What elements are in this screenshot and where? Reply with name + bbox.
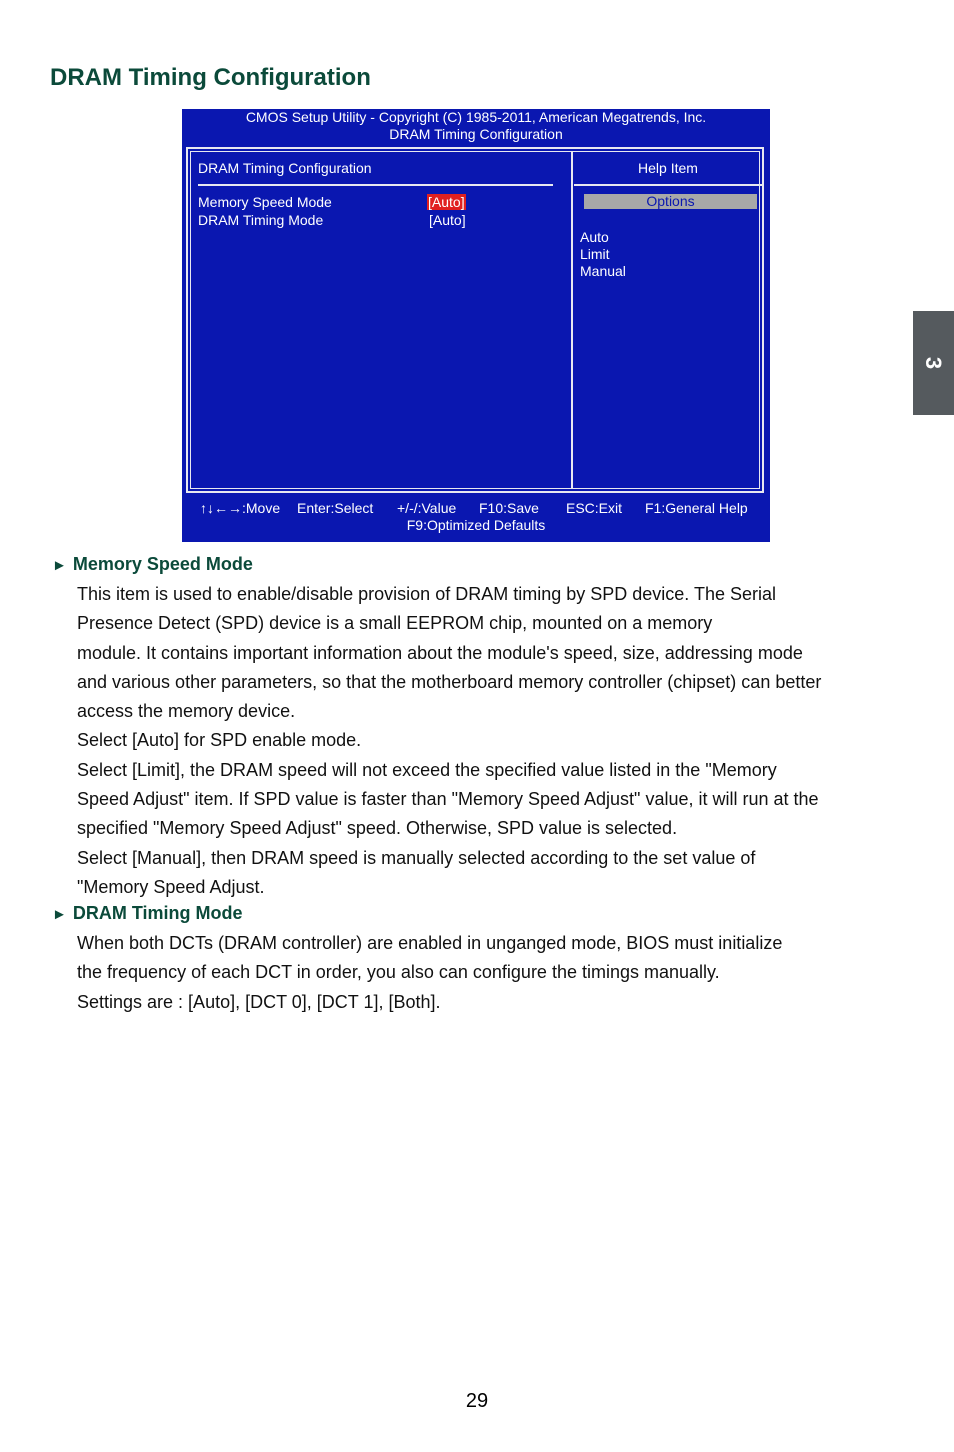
paragraph-line: specified "Memory Speed Adjust" speed. Otherwise, SPD value is selected. [77,818,678,839]
footer-exit-hint: ESC:Exit [566,500,623,516]
footer-move-hint: ↑↓←→:Move [200,500,281,516]
bios-inner-frame [190,151,760,489]
bios-frame [186,147,764,493]
settings-title-rule [198,184,553,186]
chapter-number: 3 [921,356,947,370]
page-number: 29 [465,1390,489,1412]
paragraph-line: Settings are : [Auto], [DCT 0], [DCT 1], [Both]. [77,991,441,1012]
paragraph-line: Presence Detect (SPD) device is a small EEPROM chip, mounted on a memory [77,613,713,634]
help-panel-title: Help Item [638,160,698,176]
paragraph-line: module. It contains important information about the module's speed, size, addressing mode [77,642,803,663]
section-heading-text: DRAM Timing Mode [72,903,243,923]
setting-value[interactable]: [Auto] [429,212,466,228]
options-header: Options [584,194,757,209]
option-manual[interactable]: Manual [580,263,626,279]
paragraph-line: "Memory Speed Adjust. [77,876,265,897]
paragraph-line: Speed Adjust" item. If SPD value is faster than "Memory Speed Adjust" value, it will run at the [77,789,819,810]
section-heading-text: Memory Speed Mode [72,554,253,574]
bios-screen [182,109,770,542]
footer-value-hint: +/-/:Value [397,500,457,516]
paragraph-line: access the memory device. [77,701,296,722]
section-body-memory-speed-mode [77,580,897,902]
paragraph-line: Select [Limit], the DRAM speed will not exceed the specified value listed in the "Memory [77,759,777,780]
paragraph-line: This item is used to enable/disable provision of DRAM timing by SPD device. The Serial [77,584,776,604]
triangle-bullet-icon: ► [52,557,67,574]
settings-panel-title: DRAM Timing Configuration [198,160,372,176]
section-body-dram-timing-mode [77,929,897,1017]
chapter-tab [913,311,954,415]
bios-screen-title: DRAM Timing Configuration [389,126,563,142]
panel-divider [571,152,573,488]
paragraph-line: Select [Manual], then DRAM speed is manually selected according to the set value of [77,847,756,868]
footer-select-hint: Enter:Select [297,500,374,516]
option-limit[interactable]: Limit [580,246,610,262]
paragraph-line: and various other parameters, so that the motherboard memory controller (chipset) can better [77,671,822,692]
setting-dram-timing-mode[interactable] [198,212,558,230]
option-auto[interactable]: Auto [580,229,609,245]
section-heading-dram-timing-mode [52,903,243,924]
footer-help-hint: F1:General Help [645,500,748,516]
setting-label: Memory Speed Mode [198,194,332,210]
footer-defaults-hint: F9:Optimized Defaults [406,517,546,533]
help-title-rule [574,184,762,186]
page-title: DRAM Timing Configuration [50,64,371,91]
paragraph-line: Select [Auto] for SPD enable mode. [77,730,362,751]
paragraph-line: the frequency of each DCT in order, you also can configure the timings manually. [77,962,720,983]
bios-copyright: CMOS Setup Utility - Copyright (C) 1985-2011, American Megatrends, Inc. [245,109,707,125]
triangle-bullet-icon: ► [52,906,67,923]
setting-memory-speed-mode[interactable] [198,194,558,212]
setting-label: DRAM Timing Mode [198,212,324,228]
paragraph-line: When both DCTs (DRAM controller) are enabled in unganged mode, BIOS must initialize [77,933,783,953]
section-heading-memory-speed-mode [52,554,253,575]
footer-save-hint: F10:Save [479,500,539,516]
bios-header [182,109,770,143]
setting-value-selected[interactable]: [Auto] [428,194,465,210]
